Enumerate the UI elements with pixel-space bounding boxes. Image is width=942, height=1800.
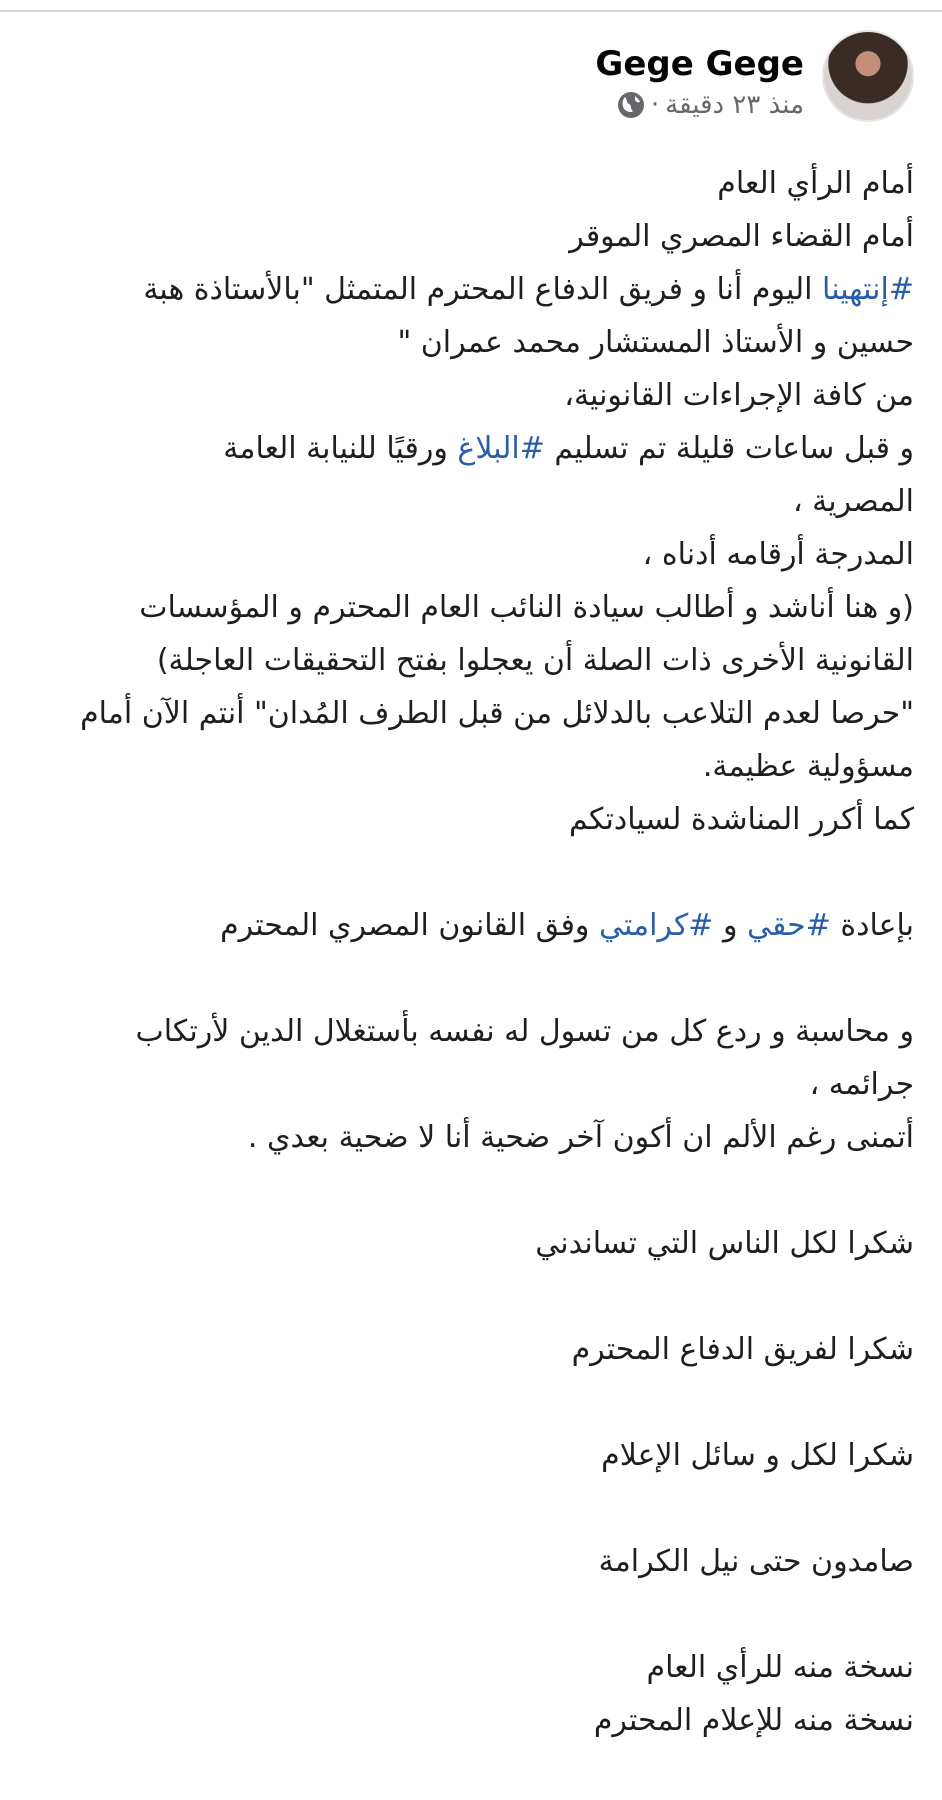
post-text: و قبل ساعات قليلة تم تسليم	[544, 431, 914, 466]
post-line: من كافة الإجراءات القانونية،	[564, 378, 914, 413]
post-line: جرائمه ،	[809, 1067, 914, 1102]
blank-line	[26, 1588, 914, 1641]
post-line: شكرا لكل و سائل الإعلام	[601, 1438, 914, 1473]
post-line: شكرا لفريق الدفاع المحترم	[571, 1332, 914, 1367]
post-text: ورقيًا للنيابة العامة	[223, 431, 458, 466]
globe-icon[interactable]	[617, 91, 645, 119]
blank-line	[26, 1164, 914, 1217]
blank-line	[26, 1482, 914, 1535]
post-line	[26, 263, 914, 316]
blank-line	[26, 846, 914, 899]
post-line: المصرية ،	[792, 484, 914, 519]
post-line: مسؤولية عظيمة.	[702, 749, 914, 784]
hashtag-link[interactable]: #البلاغ	[457, 431, 545, 466]
blank-line	[26, 952, 914, 1005]
hashtag-link[interactable]: #إنتهينا	[822, 272, 914, 307]
post-body	[26, 157, 914, 1747]
blank-line	[26, 1270, 914, 1323]
post-line: أمام الرأي العام	[717, 166, 914, 201]
avatar[interactable]	[822, 30, 914, 122]
post-text: اليوم أنا و فريق الدفاع المحترم المتمثل "بالأستاذة هبة	[143, 272, 823, 307]
post-line: المدرجة أرقامه أدناه ،	[642, 537, 914, 572]
hashtag-link[interactable]: #كرامتي	[598, 908, 714, 943]
meta-separator: ·	[650, 90, 660, 120]
post-text: وفق القانون المصري المحترم	[220, 908, 599, 943]
post-line: نسخة منه للرأي العام	[646, 1650, 914, 1685]
post-time[interactable]: منذ ٢٣ دقيقة	[665, 90, 804, 120]
post-line: كما أكرر المناشدة لسيادتكم	[569, 802, 914, 837]
post-line: نسخة منه للإعلام المحترم	[593, 1703, 914, 1738]
blank-line	[26, 1376, 914, 1429]
post-line: حسين و الأستاذ المستشار محمد عمران "	[397, 325, 914, 360]
post-line: (و هنا أناشد و أطالب سيادة النائب العام المحترم و المؤسسات	[139, 590, 914, 625]
hashtag-link[interactable]: #حقي	[746, 908, 831, 943]
post-text: بإعادة	[830, 908, 914, 943]
header-text	[595, 30, 804, 122]
post-meta	[617, 88, 804, 122]
post-line	[26, 422, 914, 475]
post-line: أتمنى رغم الألم ان أكون آخر ضحية أنا لا ضحية بعدي .	[247, 1120, 914, 1155]
post-header	[595, 30, 914, 122]
author-name[interactable]: Gege Gege	[595, 44, 804, 84]
post-line: القانونية الأخرى ذات الصلة أن يعجلوا بفتح التحقيقات العاجلة)	[156, 643, 914, 678]
post-line: "حرصا لعدم التلاعب بالدلائل من قبل الطرف المُدان" أنتم الآن أمام	[80, 696, 914, 731]
post-card	[0, 12, 942, 1800]
post-line: أمام القضاء المصري الموقر	[569, 219, 914, 254]
post-text: و	[713, 908, 747, 943]
post-line: و محاسبة و ردع كل من تسول له نفسه بأستغلال الدين لأرتكاب	[135, 1014, 914, 1049]
post-line	[26, 899, 914, 952]
post-line: شكرا لكل الناس التي تساندني	[535, 1226, 914, 1261]
post-line: صامدون حتى نيل الكرامة	[598, 1544, 914, 1579]
